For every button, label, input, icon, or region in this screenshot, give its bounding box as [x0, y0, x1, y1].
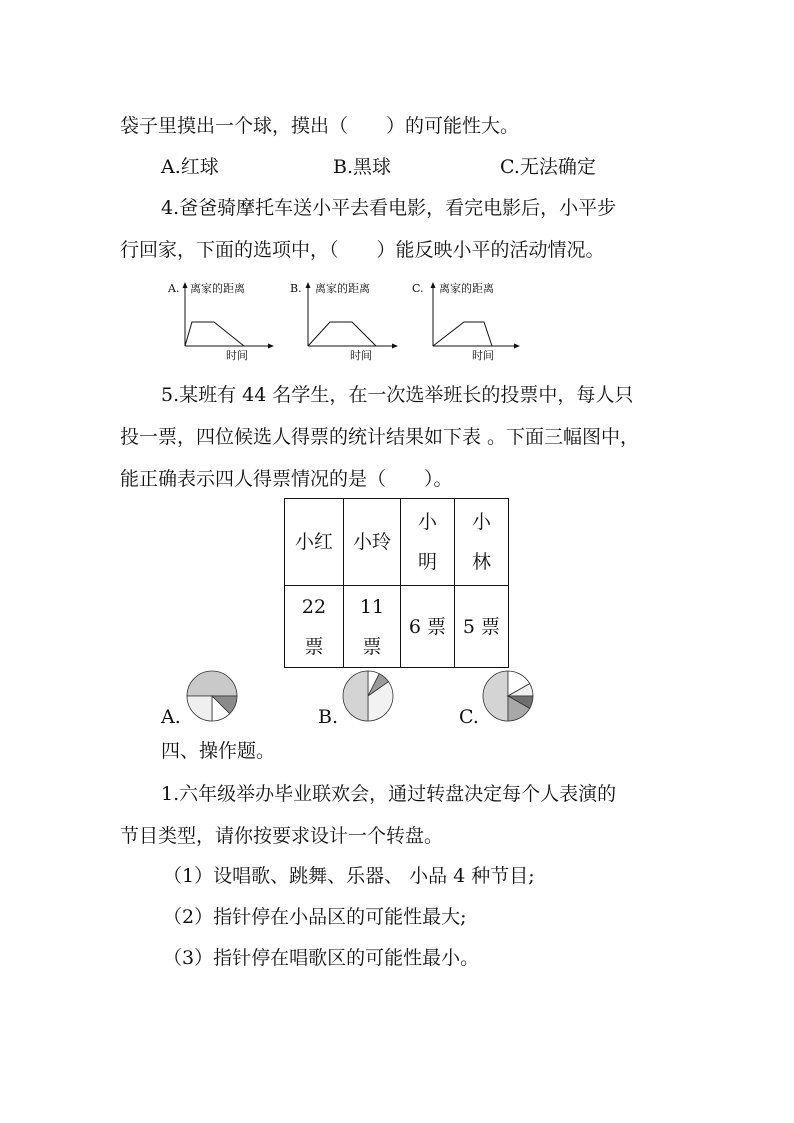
op1-requirement-3: （3）指针停在唱歌区的可能性最小。 [163, 947, 480, 969]
q4-line-2: 行回家，下面的选项中，（ ）能反映小平的活动情况。 [120, 239, 605, 261]
graph-option-c [412, 280, 522, 360]
graph-a-label: A. [168, 282, 180, 295]
pie-b-label: B. [318, 706, 339, 728]
graph-b-label: B. [290, 282, 302, 295]
pie-chart-a [185, 669, 239, 723]
vote-table [284, 498, 509, 668]
graph-c-ylabel: 离家的距离 [439, 282, 494, 295]
table-row [285, 499, 509, 586]
table-header-cell: 小 明 [401, 499, 455, 586]
table-cell: 6 票 [401, 586, 455, 668]
pie-chart-c [481, 669, 535, 723]
pie-a-label: A. [161, 706, 181, 728]
graph-b-xlabel: 时间 [350, 349, 372, 362]
table-cell: 11 票 [344, 586, 401, 668]
q3-line: 袋子里摸出一个球，摸出（ ）的可能性大。 [120, 115, 520, 137]
pie-c-label: C. [459, 706, 479, 728]
graph-b-ylabel: 离家的距离 [315, 282, 370, 295]
table-header-cell: 小玲 [344, 499, 401, 586]
q5-line-1: 5.某班有 44 名学生，在一次选举班长的投票中，每人只 [161, 384, 634, 406]
graph-a-xlabel: 时间 [226, 349, 248, 362]
section-heading: 四、操作题。 [161, 740, 276, 762]
q3-option-c: C.无法确定 [500, 156, 596, 178]
graph-option-b [290, 280, 400, 360]
q3-option-a: A.红球 [161, 156, 219, 178]
op1-line-1: 1.六年级举办毕业联欢会，通过转盘决定每个人表演的 [161, 783, 617, 805]
q5-line-3: 能正确表示四人得票情况的是（ ）。 [120, 468, 453, 490]
op1-requirement-2: （2）指针停在小品区的可能性最大; [163, 906, 467, 928]
table-cell: 5 票 [455, 586, 509, 668]
pie-chart-b [341, 669, 395, 723]
table-row [285, 586, 509, 668]
op1-line-2: 节目类型，请你按要求设计一个转盘。 [120, 825, 444, 847]
table-header-cell: 小 林 [455, 499, 509, 586]
graph-c-xlabel: 时间 [472, 349, 494, 362]
table-cell: 22 票 [285, 586, 344, 668]
q3-option-b: B.黑球 [333, 156, 392, 178]
graph-a-ylabel: 离家的距离 [190, 282, 245, 295]
graph-c-label: C. [412, 282, 424, 295]
op1-requirement-1: （1）设唱歌、跳舞、乐器、 小品 4 种节目; [163, 865, 535, 887]
table-header-cell: 小红 [285, 499, 344, 586]
graph-option-a [168, 280, 278, 360]
q5-line-2: 投一票，四位候选人得票的统计结果如下表 。下面三幅图中， [120, 426, 640, 448]
q4-line-1: 4.爸爸骑摩托车送小平去看电影，看完电影后，小平步 [161, 197, 617, 219]
